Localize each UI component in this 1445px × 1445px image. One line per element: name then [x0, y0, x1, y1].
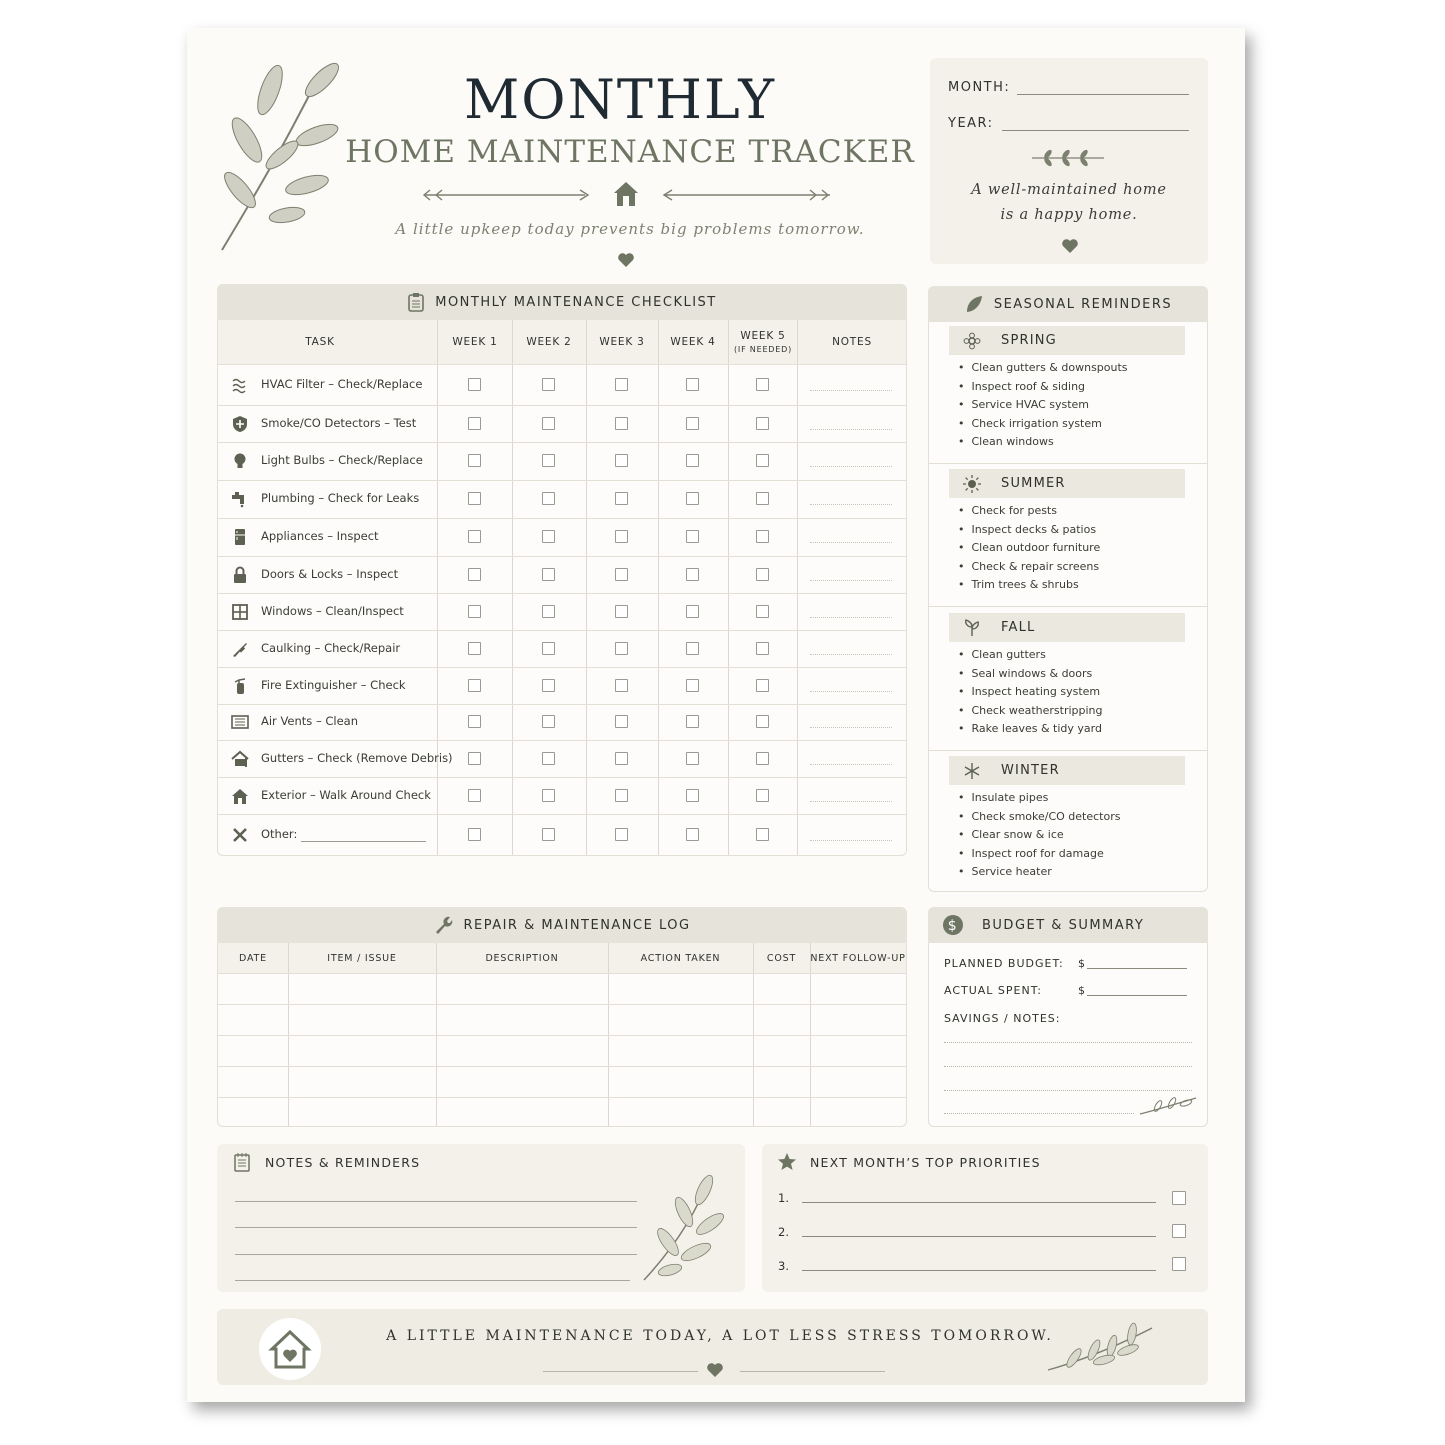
task-label: Windows – Clean/Inspect [261, 603, 404, 618]
checkbox-week-2[interactable] [542, 530, 555, 543]
checkbox-week-4[interactable] [686, 828, 699, 841]
checkbox-week-4[interactable] [686, 642, 699, 655]
leaf-icon [964, 294, 984, 314]
repair-log-title: REPAIR & MAINTENANCE LOG [463, 917, 691, 933]
sprig-icon [1136, 1094, 1200, 1118]
checkbox-week-3[interactable] [615, 530, 628, 543]
task-label: Appliances – Inspect [261, 529, 379, 543]
faucet-icon [231, 490, 249, 508]
priority-checkbox-1[interactable] [1172, 1191, 1186, 1205]
season-header-spring [949, 326, 1185, 355]
task-notes-field[interactable] [810, 840, 892, 841]
checkbox-week-4[interactable] [686, 454, 699, 467]
task-notes-field[interactable] [810, 429, 892, 430]
season-name: SPRING [1001, 333, 1057, 348]
heart-icon [617, 252, 635, 268]
checkbox-week-4[interactable] [686, 752, 699, 765]
checkbox-week-2[interactable] [542, 828, 555, 841]
checklist-column-divider [797, 320, 798, 855]
actual-spent-label: ACTUAL SPENT: [944, 984, 1042, 997]
season-reminder-item: • Clean windows [958, 433, 1188, 452]
task-notes-field[interactable] [810, 727, 892, 728]
gutter-icon [231, 750, 249, 768]
checkbox-week-2[interactable] [542, 568, 555, 581]
season-reminder-item: • Service heater [958, 863, 1188, 882]
col-task: TASK [305, 336, 335, 348]
season-name: FALL [1001, 620, 1036, 635]
task-label: Air Vents – Clean [261, 714, 358, 728]
checklist-row-divider [218, 405, 906, 406]
season-reminder-item: • Inspect roof & siding [958, 378, 1188, 397]
checkbox-week-3[interactable] [615, 417, 628, 430]
season-list-fall [958, 646, 1188, 739]
task-label: Caulking – Check/Repair [261, 640, 401, 655]
season-reminder-item: • Check irrigation system [958, 415, 1188, 434]
repair-log-header [217, 907, 907, 943]
wrench-icon [433, 915, 453, 935]
fridge-icon [231, 528, 249, 546]
season-name: WINTER [1001, 763, 1060, 778]
checkbox-week-5[interactable] [756, 417, 769, 430]
planned-budget-field[interactable] [1087, 968, 1187, 969]
checkbox-week-4[interactable] [686, 417, 699, 430]
checkbox-week-5[interactable] [756, 642, 769, 655]
checkbox-week-3[interactable] [615, 715, 628, 728]
col-week-5-note: (IF NEEDED) [733, 345, 792, 354]
checkbox-week-5[interactable] [756, 715, 769, 728]
season-reminder-item: • Service HVAC system [958, 396, 1188, 415]
checkbox-week-3[interactable] [615, 568, 628, 581]
priority-number: 3. [778, 1259, 789, 1273]
checklist-row-divider [218, 704, 906, 705]
tools-icon [231, 826, 249, 844]
savings-label: SAVINGS / NOTES: [944, 1012, 1061, 1025]
season-reminder-item: • Check for pests [958, 502, 1188, 521]
checkbox-week-3[interactable] [615, 454, 628, 467]
season-divider [929, 606, 1207, 607]
budget-header [928, 907, 1208, 943]
seasonal-header [928, 286, 1208, 322]
tagline: A little upkeep today prevents big problems tomorrow. [395, 220, 865, 238]
checklist-column-divider [728, 320, 729, 855]
checklist-column-divider [437, 320, 438, 855]
fire-extinguisher-icon [231, 677, 249, 695]
season-list-summer [958, 502, 1188, 595]
savings-line[interactable] [944, 1113, 1134, 1114]
checkbox-week-1[interactable] [468, 752, 481, 765]
checkbox-week-3[interactable] [615, 378, 628, 391]
checkbox-week-2[interactable] [542, 454, 555, 467]
priority-field-3[interactable] [802, 1270, 1156, 1271]
checklist-column-divider [586, 320, 587, 855]
checkbox-week-2[interactable] [542, 715, 555, 728]
task-label: Exterior – Walk Around Check [261, 787, 431, 802]
checklist-row-divider [218, 777, 906, 778]
notes-line[interactable] [235, 1280, 630, 1281]
checklist-row-divider [218, 480, 906, 481]
checklist-row-divider [218, 630, 906, 631]
quote-line-2: is a happy home. [1000, 207, 1138, 223]
task-notes-field[interactable] [810, 617, 892, 618]
checkbox-week-3[interactable] [615, 828, 628, 841]
checkbox-week-4[interactable] [686, 530, 699, 543]
actual-spent-field[interactable] [1087, 995, 1187, 996]
col-week-4: WEEK 4 [670, 336, 716, 348]
season-divider [929, 750, 1207, 751]
footer-divider [543, 1371, 698, 1372]
checkbox-week-4[interactable] [686, 605, 699, 618]
house-icon [231, 787, 249, 805]
task-label: HVAC Filter – Check/Replace [261, 376, 423, 391]
checklist-row-divider [218, 442, 906, 443]
season-reminder-item: • Clean outdoor furniture [958, 539, 1188, 558]
season-reminder-item: • Rake leaves & tidy yard [958, 720, 1188, 739]
house-icon [610, 178, 642, 210]
season-header-fall [949, 613, 1185, 642]
seasonal-title: SEASONAL REMINDERS [993, 296, 1173, 312]
task-notes-field[interactable] [810, 691, 892, 692]
snowflake-icon [963, 762, 981, 780]
col-week-5: WEEK 5 [740, 330, 786, 342]
savings-line[interactable] [944, 1090, 1192, 1091]
planned-budget-label: PLANNED BUDGET: [944, 957, 1064, 970]
priority-checkbox-2[interactable] [1172, 1224, 1186, 1238]
checkbox-week-2[interactable] [542, 642, 555, 655]
checkbox-week-1[interactable] [468, 679, 481, 692]
season-divider [929, 463, 1207, 464]
sprig-icon [1028, 148, 1108, 168]
quote-line-1: A well-maintained home [971, 182, 1167, 198]
priority-number: 1. [778, 1191, 789, 1205]
checkbox-week-3[interactable] [615, 605, 628, 618]
task-label: Fire Extinguisher – Check [261, 677, 406, 692]
notepad-icon [233, 1152, 251, 1172]
season-reminder-item: • Inspect decks & patios [958, 521, 1188, 540]
checkbox-week-1[interactable] [468, 454, 481, 467]
leaf-branch-illustration [212, 50, 342, 260]
season-reminder-item: • Clear snow & ice [958, 826, 1188, 845]
checklist-column-divider [512, 320, 513, 855]
svg-text:$: $ [947, 918, 959, 934]
checkbox-week-2[interactable] [542, 378, 555, 391]
notes-line[interactable] [235, 1254, 637, 1255]
log-row[interactable] [218, 974, 906, 1003]
task-notes-field[interactable] [810, 801, 892, 802]
checklist-title: MONTHLY MAINTENANCE CHECKLIST [435, 294, 717, 310]
checkbox-week-1[interactable] [468, 417, 481, 430]
log-column-header: DATE [239, 953, 267, 964]
log-row[interactable] [218, 1067, 906, 1096]
checkbox-week-2[interactable] [542, 417, 555, 430]
season-reminder-item: • Check smoke/CO detectors [958, 808, 1188, 827]
log-column-header: NEXT FOLLOW-UP [810, 953, 906, 964]
col-week-3: WEEK 3 [599, 336, 645, 348]
task-label: Other: [261, 827, 298, 841]
month-label: MONTH: [948, 80, 1011, 95]
checkbox-week-4[interactable] [686, 378, 699, 391]
checkbox-week-1[interactable] [468, 568, 481, 581]
shield-icon [231, 415, 249, 433]
checkbox-week-2[interactable] [542, 752, 555, 765]
notes-line[interactable] [235, 1227, 637, 1228]
dollar-icon [942, 914, 964, 936]
checkbox-week-2[interactable] [542, 605, 555, 618]
checkbox-week-5[interactable] [756, 789, 769, 802]
checkbox-week-1[interactable] [468, 715, 481, 728]
leaf-branch-illustration [640, 1172, 730, 1284]
task-label: Gutters – Check (Remove Debris) [261, 750, 453, 765]
savings-line[interactable] [944, 1066, 1192, 1067]
priority-field-1[interactable] [802, 1202, 1156, 1203]
footer-divider [740, 1371, 885, 1372]
checklist-row-divider [218, 814, 906, 815]
log-column-header: COST [766, 953, 797, 964]
lightbulb-icon [231, 452, 249, 470]
season-reminder-item: • Trim trees & shrubs [958, 576, 1188, 595]
clipboard-icon [407, 292, 425, 312]
checkbox-week-5[interactable] [756, 454, 769, 467]
checklist-row-divider [218, 593, 906, 594]
priorities-title: NEXT MONTH’S TOP PRIORITIES [810, 1155, 1041, 1170]
page-title: MONTHLY [464, 68, 776, 131]
vent-icon [231, 713, 249, 731]
checklist-row-divider [218, 740, 906, 741]
task-label: Light Bulbs – Check/Replace [261, 453, 423, 467]
checkbox-week-5[interactable] [756, 828, 769, 841]
task-label: Plumbing – Check for Leaks [261, 491, 420, 505]
col-notes: NOTES [832, 336, 872, 348]
log-row[interactable] [218, 1005, 906, 1034]
season-reminder-item: • Check weatherstripping [958, 702, 1188, 721]
star-icon [777, 1152, 797, 1172]
log-column-header: DESCRIPTION [485, 953, 559, 964]
col-week-2: WEEK 2 [526, 336, 572, 348]
log-column-header: ACTION TAKEN [640, 953, 721, 964]
checkbox-week-4[interactable] [686, 789, 699, 802]
month-field[interactable] [1017, 94, 1189, 95]
house-heart-icon [258, 1317, 322, 1381]
checkbox-week-2[interactable] [542, 679, 555, 692]
checklist-column-divider [658, 320, 659, 855]
sun-icon [963, 475, 981, 493]
season-header-summer [949, 469, 1185, 498]
heart-icon [1061, 238, 1079, 254]
season-reminder-item: • Inspect roof for damage [958, 845, 1188, 864]
checkbox-week-5[interactable] [756, 378, 769, 391]
checkbox-week-3[interactable] [615, 642, 628, 655]
season-reminder-item: • Check & repair screens [958, 558, 1188, 577]
checkbox-week-4[interactable] [686, 679, 699, 692]
leaf-branch-illustration [1044, 1320, 1156, 1376]
checkbox-week-1[interactable] [468, 378, 481, 391]
window-icon [231, 603, 249, 621]
priority-field-2[interactable] [802, 1236, 1156, 1237]
checkbox-week-1[interactable] [468, 530, 481, 543]
task-notes-field[interactable] [810, 654, 892, 655]
other-task-field[interactable] [301, 841, 426, 842]
lock-icon [231, 566, 249, 584]
task-label: Doors & Locks – Inspect [261, 566, 399, 581]
task-notes-field[interactable] [810, 542, 892, 543]
task-notes-field[interactable] [810, 504, 892, 505]
footer-slogan: A LITTLE MAINTENANCE TODAY, A LOT LESS STRESS TOMORROW. [386, 1328, 1054, 1344]
notes-title: NOTES & REMINDERS [265, 1155, 421, 1170]
caulk-gun-icon [231, 640, 249, 658]
savings-line[interactable] [944, 1042, 1192, 1043]
log-column-header: ITEM / ISSUE [327, 953, 397, 964]
planned-currency: $ [1078, 957, 1086, 970]
checkbox-week-5[interactable] [756, 530, 769, 543]
task-label: Smoke/CO Detectors – Test [261, 415, 417, 430]
checkbox-week-3[interactable] [615, 789, 628, 802]
checkbox-week-3[interactable] [615, 679, 628, 692]
checkbox-week-4[interactable] [686, 568, 699, 581]
checkbox-week-2[interactable] [542, 789, 555, 802]
log-row[interactable] [218, 1036, 906, 1065]
season-reminder-item: • Clean gutters [958, 646, 1188, 665]
checkbox-week-1[interactable] [468, 492, 481, 505]
checkbox-week-5[interactable] [756, 605, 769, 618]
season-reminder-item: • Inspect heating system [958, 683, 1188, 702]
checklist-row-divider [218, 364, 906, 365]
task-notes-field[interactable] [810, 764, 892, 765]
checkbox-week-1[interactable] [468, 642, 481, 655]
heart-icon [706, 1362, 724, 1378]
budget-title: BUDGET & SUMMARY [982, 917, 1145, 933]
checkbox-week-1[interactable] [468, 605, 481, 618]
priority-checkbox-3[interactable] [1172, 1257, 1186, 1271]
checkbox-week-5[interactable] [756, 492, 769, 505]
checklist-row-divider [218, 518, 906, 519]
leaf-icon [963, 619, 981, 637]
notes-line[interactable] [235, 1201, 637, 1202]
checklist-header [217, 284, 907, 320]
checklist-row-divider [218, 556, 906, 557]
checkbox-week-4[interactable] [686, 492, 699, 505]
season-list-winter [958, 789, 1188, 882]
priority-number: 2. [778, 1225, 789, 1239]
log-row[interactable] [218, 1098, 906, 1127]
task-notes-field[interactable] [810, 580, 892, 581]
checkbox-week-5[interactable] [756, 679, 769, 692]
checkbox-week-2[interactable] [542, 492, 555, 505]
task-notes-field[interactable] [810, 466, 892, 467]
col-week-1: WEEK 1 [452, 336, 498, 348]
season-list-spring [958, 359, 1188, 452]
checkbox-week-4[interactable] [686, 715, 699, 728]
page-subtitle: HOME MAINTENANCE TRACKER [345, 134, 915, 170]
season-reminder-item: • Insulate pipes [958, 789, 1188, 808]
hvac-icon [231, 376, 249, 394]
season-reminder-item: • Seal windows & doors [958, 665, 1188, 684]
year-field[interactable] [1002, 130, 1189, 131]
checkbox-week-3[interactable] [615, 492, 628, 505]
task-notes-field[interactable] [810, 390, 892, 391]
checkbox-week-1[interactable] [468, 828, 481, 841]
season-name: SUMMER [1001, 476, 1066, 491]
checkbox-week-1[interactable] [468, 789, 481, 802]
year-label: YEAR: [948, 116, 994, 131]
checklist-row-divider [218, 667, 906, 668]
checkbox-week-5[interactable] [756, 568, 769, 581]
actual-currency: $ [1078, 984, 1086, 997]
flower-icon [963, 332, 981, 350]
season-reminder-item: • Clean gutters & downspouts [958, 359, 1188, 378]
checkbox-week-3[interactable] [615, 752, 628, 765]
season-header-winter [949, 756, 1185, 785]
checkbox-week-5[interactable] [756, 752, 769, 765]
